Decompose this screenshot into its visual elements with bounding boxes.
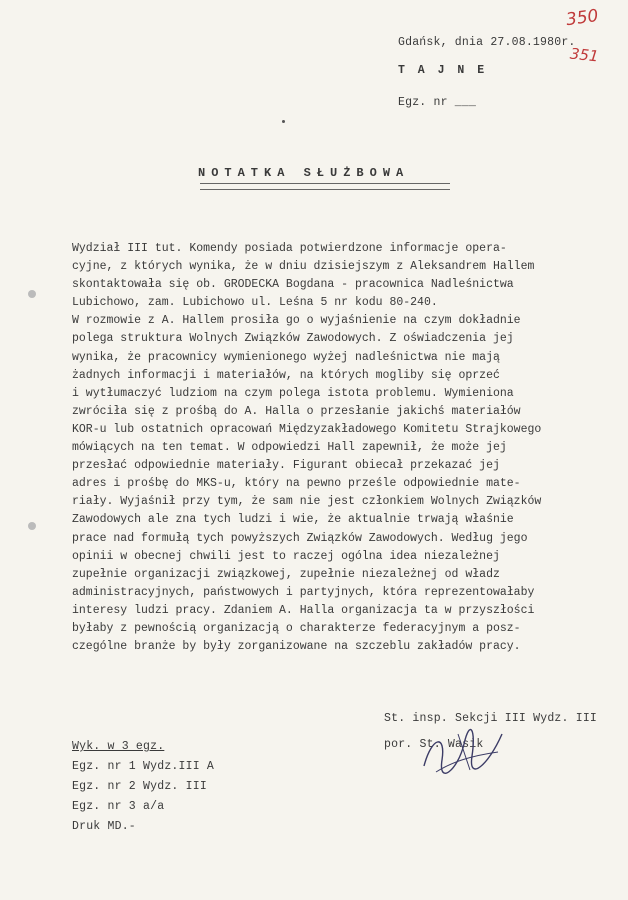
- signature-title: St. insp. Sekcji III Wydz. III: [384, 712, 598, 725]
- body-line: wynika, że pracownicy wymienionego wyżej nadleśnictwa nie mają: [72, 350, 500, 364]
- body-line: Wydział III tut. Komendy posiada potwierdzone informacje opera-: [72, 242, 507, 255]
- body-line: KOR-u lub ostatnich opracowań Międzyzakładowego Komitetu Strajkowego: [72, 422, 542, 436]
- body-line: przesłać odpowiednie materiały. Figurant obiecał przekazać jej: [72, 459, 500, 473]
- body-line: cyjne, z których wynika, że w dniu dzisiejszym z Aleksandrem Hallem: [72, 260, 535, 274]
- punch-hole: [28, 522, 36, 530]
- distribution-item: Egz. nr 1 Wydz.III A: [72, 760, 215, 773]
- distribution-heading: Wyk. w 3 egz.: [72, 740, 165, 753]
- body-line: skontaktowała się ob. GRODECKA Bogdana - pracownica Nadleśnictwa: [72, 278, 514, 292]
- archive-number-bottom: 351: [569, 44, 600, 66]
- punch-hole: [28, 290, 36, 298]
- body-line: opinii w obecnej chwili jest to raczej ogólna idea niezależnej: [72, 549, 500, 563]
- body-line: zupełnie organizacji związkowej, zupełnie niezależnej od władz: [72, 567, 500, 581]
- body-line: interesy ludzi pracy. Zdaniem A. Halla organizacja ta w przyszłości: [72, 603, 535, 617]
- copy-number: Egz. nr ___: [398, 96, 477, 109]
- stray-dot: [282, 120, 285, 123]
- body-line: byłaby z pewnością organizacją o charakterze federacyjnym a posz-: [72, 621, 521, 635]
- place-date: Gdańsk, dnia 27.08.1980r.: [398, 36, 576, 49]
- body-line: zwróciła się z prośbą do A. Halla o przesłanie jakichś materiałów: [72, 404, 521, 418]
- distribution-item: Egz. nr 2 Wydz. III: [72, 780, 207, 793]
- body-line: polega struktura Wolnych Związków Zawodowych. Z oświadczenia jej: [72, 332, 514, 346]
- body-line: W rozmowie z A. Hallem prosiła go o wyjaśnienie na czym dokładnie: [72, 314, 521, 328]
- body-line: adres i prośbę do MKS-u, który na pewno prześle odpowiednie mate-: [72, 477, 521, 491]
- archive-number-top: 350: [564, 5, 600, 31]
- distribution-item: Druk MD.-: [72, 820, 136, 833]
- body-line: administracyjnych, państwowych i partyjnych, która reprezentowałaby: [72, 585, 535, 599]
- body-line: czególne branże by były zorganizowane na szczeblu zakładów pracy.: [72, 640, 521, 654]
- body-line: Lubichowo, zam. Lubichowo ul. Leśna 5 nr kodu 80-240.: [72, 296, 438, 310]
- signature-name: por. St. Wasik: [384, 738, 484, 751]
- distribution-item: Egz. nr 3 a/a: [72, 800, 165, 813]
- body-line: żadnych informacji i materiałów, na których mogliby się oprzeć: [72, 368, 500, 382]
- title-underline: [200, 183, 450, 190]
- body-line: i wytłumaczyć ludziom na czym polega istota problemu. Wymieniona: [72, 386, 514, 400]
- body-line: riały. Wyjaśnił przy tym, że sam nie jest członkiem Wolnych Związków: [72, 495, 542, 509]
- body-line: Zawodowych ale zna tych ludzi i wie, że aktualnie trwają właśnie: [72, 513, 514, 527]
- body-text: [72, 240, 617, 656]
- body-line: mówiących na ten temat. W odpowiedzi Hall zapewnił, że może jej: [72, 441, 507, 455]
- document-title: NOTATKA SŁUŻBOWA: [198, 166, 410, 180]
- classification: T A J N E: [398, 64, 488, 77]
- body-line: prace nad formułą tych powyższych Związków Zawodowych. Według jego: [72, 531, 528, 545]
